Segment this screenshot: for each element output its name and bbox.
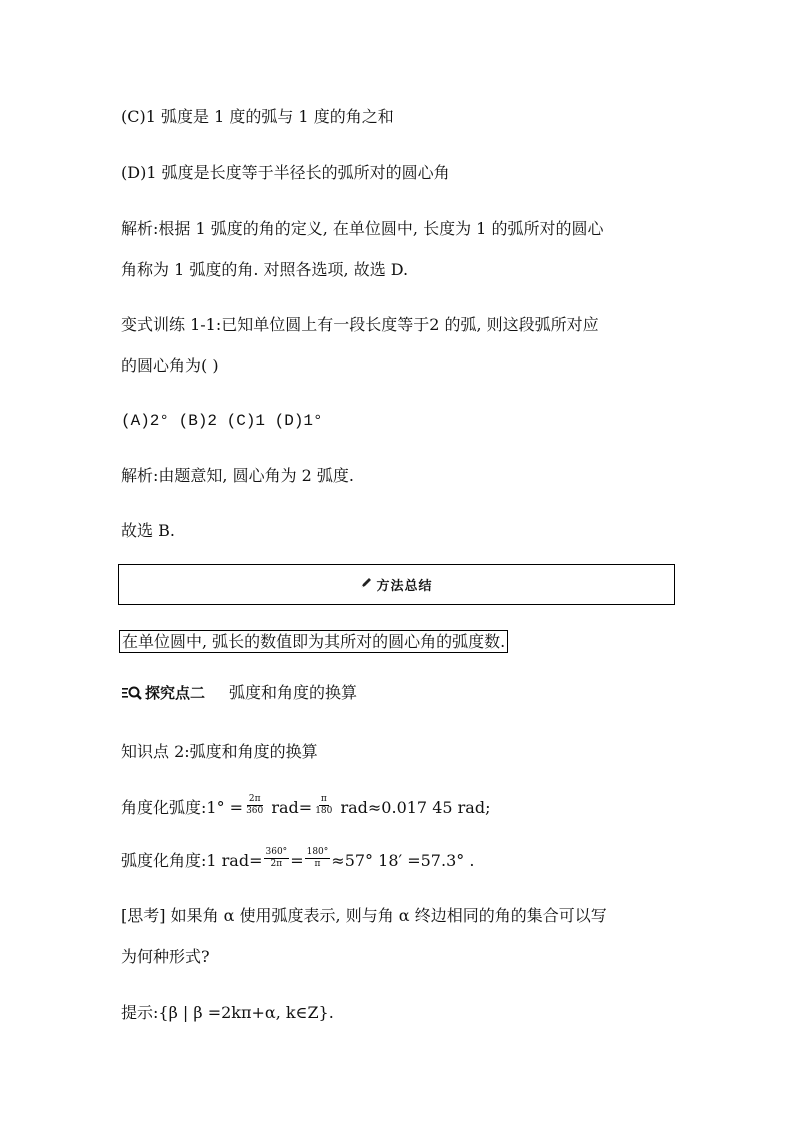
knowledge-point: 知识点 2:弧度和角度的换算 — [121, 742, 318, 761]
answer-2: 故选 B. — [121, 521, 175, 540]
pen-icon — [360, 577, 372, 592]
method-summary-box — [118, 564, 675, 605]
option-c: (C)1 弧度是 1 度的弧与 1 度的角之和 — [121, 107, 394, 126]
think-question-line-1: [思考] 如果角 α 使用弧度表示, 则与角 α 终边相同的角的集合可以写 — [121, 906, 607, 925]
fraction-2pi-over-360: $\frac{2\pi}{360}$ — [246, 794, 264, 816]
formula-1-prefix: 角度化弧度:1° = — [121, 798, 244, 817]
option-d: (D)1 弧度是长度等于半径长的弧所对的圆心角 — [121, 163, 450, 182]
method-summary-title: 方法总结 — [376, 579, 433, 594]
fraction-180-over-pi: $\frac{180^\circ}{\pi}$ — [306, 847, 329, 869]
formula-2-prefix: 弧度化角度:1 rad= — [121, 851, 263, 870]
variant-exercise-line-2: 的圆心角为( ) — [121, 356, 219, 375]
hint: 提示:{β | β =2kπ+α, k∈Z}. — [121, 1003, 334, 1022]
formula-1-mid: rad= — [266, 798, 313, 817]
section-title: 弧度和角度的换算 — [229, 683, 358, 702]
formula-degree-to-radian — [121, 794, 491, 820]
analysis-2: 解析:由题意知, 圆心角为 2 弧度. — [121, 466, 355, 485]
section-label: 探究点二 — [145, 684, 206, 702]
magnifier-icon — [121, 685, 143, 701]
formula-2-suffix: ≈57° 18′ =57.3° . — [331, 851, 475, 870]
formula-radian-to-degree — [121, 847, 475, 873]
fraction-360-over-2pi: $\frac{360^\circ}{2\pi}$ — [265, 847, 288, 869]
analysis-1-line-1: 解析:根据 1 弧度的角的定义, 在单位圆中, 长度为 1 的弧所对的圆心 — [121, 219, 604, 238]
analysis-1-line-2: 角称为 1 弧度的角. 对照各选项, 故选 D. — [121, 260, 409, 279]
formula-2-mid: = — [290, 851, 304, 870]
variant-exercise-line-1: 变式训练 1-1:已知单位圆上有一段长度等于2 的弧, 则这段弧所对应 — [121, 315, 599, 334]
think-question-line-2: 为何种形式? — [121, 947, 210, 966]
formula-1-suffix: rad≈0.017 45 rad; — [335, 798, 491, 817]
answer-choices: (A)2° (B)2 (C)1 (D)1° — [121, 412, 323, 430]
section-heading — [121, 683, 357, 703]
method-summary-text: 在单位圆中, 弧长的数值即为其所对的圆心角的弧度数. — [119, 630, 508, 653]
fraction-pi-over-180: $\frac{\pi}{180}$ — [315, 794, 333, 816]
